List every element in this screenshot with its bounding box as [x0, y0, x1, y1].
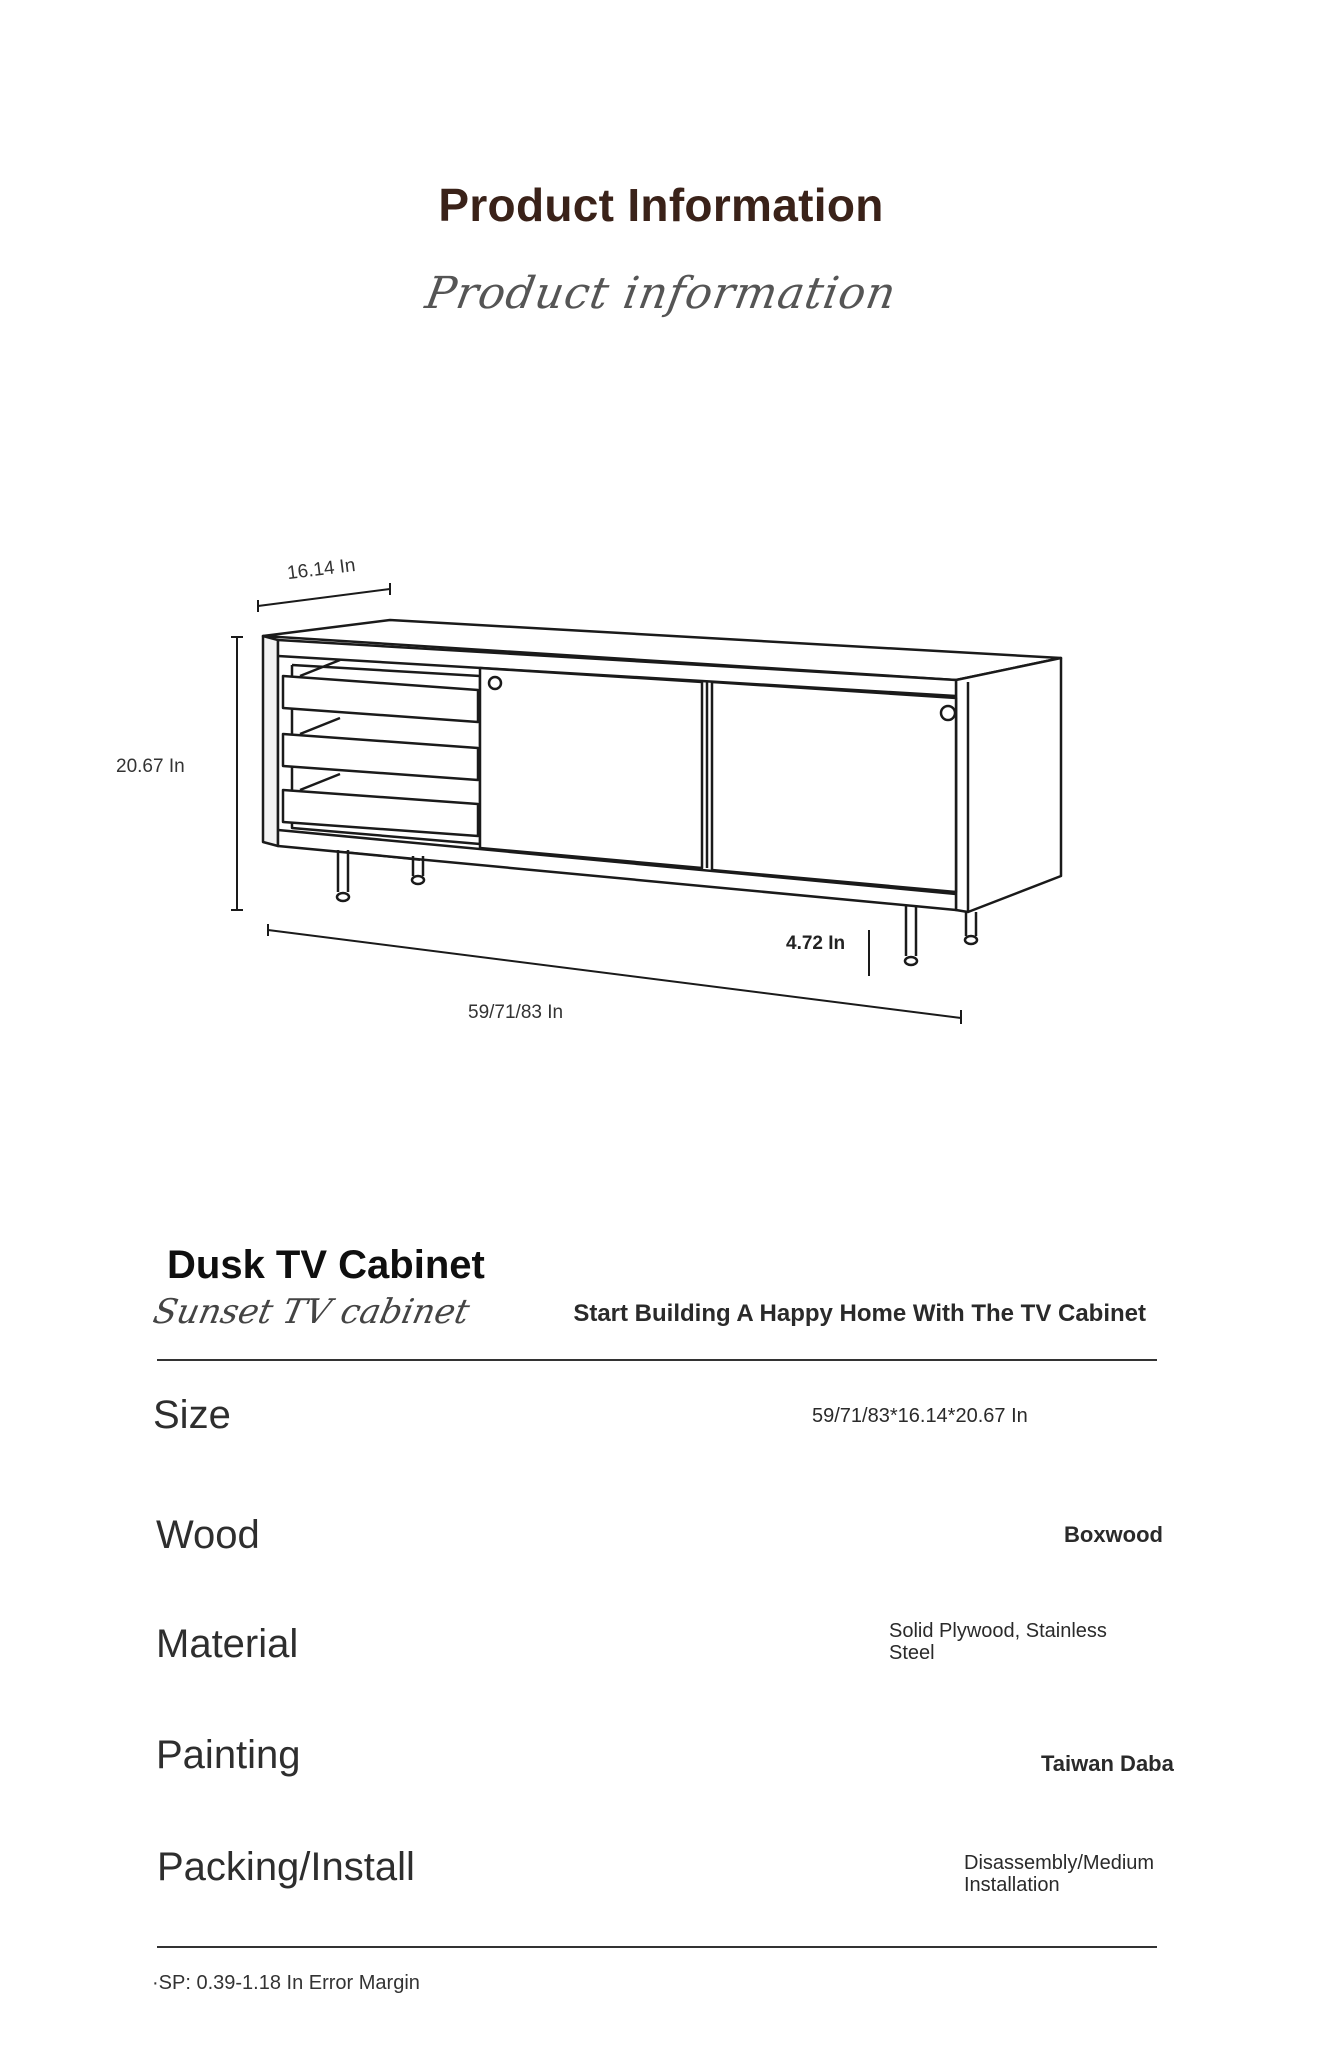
- height-dimension-label: 20.67 In: [116, 756, 185, 777]
- top-divider: [157, 1359, 1157, 1361]
- product-script-name: Sunset TV cabinet: [149, 1292, 474, 1332]
- page-title: Product Information: [438, 179, 884, 231]
- spec-value-material: Solid Plywood, Stainless Steel: [889, 1620, 1107, 1664]
- depth-dimension-label: 16.14 In: [285, 554, 357, 585]
- cabinet-line-drawing: [0, 540, 1322, 1060]
- bottom-divider: [157, 1946, 1157, 1948]
- spec-label-packing-install: Packing/Install: [157, 1845, 415, 1889]
- spec-value-wood: Boxwood: [1064, 1522, 1163, 1547]
- spec-label-material: Material: [156, 1622, 299, 1666]
- spec-label-size: Size: [153, 1393, 231, 1437]
- spec-label-wood: Wood: [156, 1513, 260, 1557]
- spec-label-painting: Painting: [156, 1733, 301, 1777]
- script-subtitle: Product information: [421, 268, 901, 319]
- error-margin-footnote: ·SP: 0.39-1.18 In Error Margin: [152, 1972, 420, 1994]
- spec-value-packing-install: Disassembly/Medium Installation: [964, 1852, 1155, 1896]
- product-name: Dusk TV Cabinet: [167, 1243, 485, 1287]
- spec-value-size: 59/71/83*16.14*20.67 In: [812, 1405, 1028, 1427]
- product-tagline: Start Building A Happy Home With The TV Cabinet: [573, 1300, 1146, 1327]
- spec-value-painting: Taiwan Daba: [1041, 1751, 1174, 1776]
- leg-height-dimension-label: 4.72 In: [786, 933, 846, 954]
- cabinet-dimension-diagram: [0, 540, 1322, 1060]
- width-dimension-label: 59/71/83 In: [468, 1002, 564, 1023]
